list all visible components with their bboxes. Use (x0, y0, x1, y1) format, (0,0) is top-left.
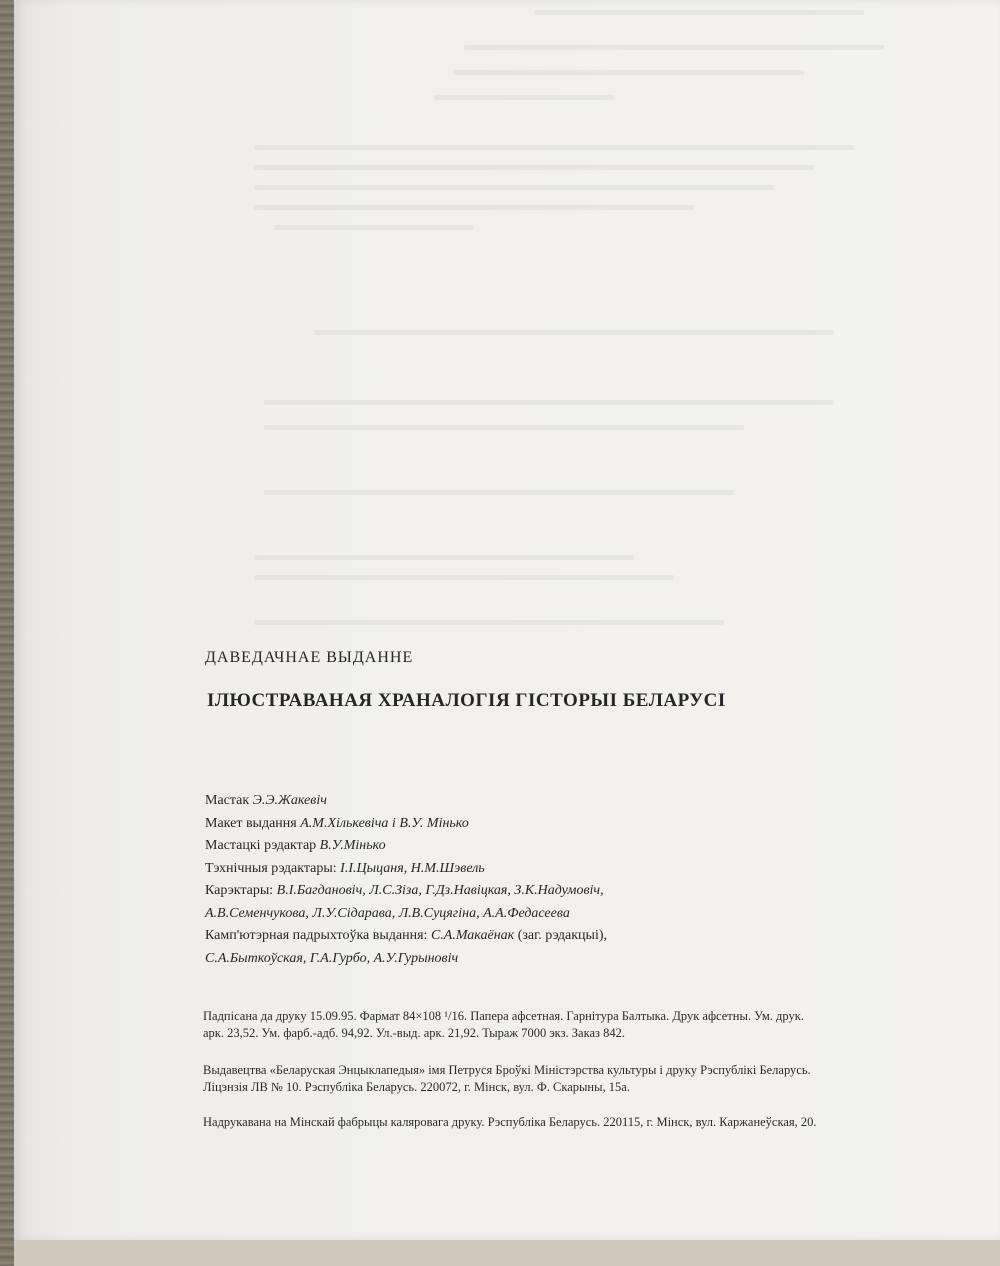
bleed-through (254, 555, 634, 560)
credit-row (205, 790, 607, 813)
credit-role: Мастацкі рэдактар (205, 838, 317, 853)
bleed-through (264, 425, 744, 430)
publisher-line: Ліцэнзія ЛВ № 10. Рэспубліка Беларусь. 220072, г. Мінск, вул. Ф. Скарыны, 15а. (203, 1080, 630, 1094)
printer-line: Надрукавана на Мінскай фабрыцы каляровага друку. Рэспубліка Беларусь. 220115, г. Мінск, вул. Каржанеўская, 20. (203, 1115, 817, 1129)
bleed-through (434, 95, 614, 100)
credit-names: С.А.Макаёнак (430, 928, 515, 943)
bleed-through (264, 490, 734, 495)
bleed-through (254, 185, 774, 190)
series-label: ДАВЕДАЧНАЕ ВЫДАННЕ (205, 649, 414, 666)
credit-row (205, 858, 607, 881)
credit-names: А.В.Семенчукова, Л.У.Сідарава, Л.В.Суцягіна, А.А.Федасеева (205, 905, 570, 921)
credit-names: А.М.Хількевіча і В.У. Мінько (300, 815, 469, 831)
bleed-through (264, 400, 834, 405)
bleed-through (254, 205, 694, 210)
credit-role: Камп'ютэрная падрыхтоўка выдання: (205, 928, 428, 943)
credit-row (205, 835, 607, 858)
credit-role: Карэктары: (205, 883, 274, 898)
credit-role: Макет выдання (205, 815, 297, 831)
publisher-details (203, 1062, 811, 1096)
bleed-through (254, 575, 674, 580)
page-bottom-edge (14, 1240, 1000, 1266)
bleed-through (254, 165, 814, 170)
credit-names: Э.Э.Жакевіч (252, 793, 327, 808)
credit-names: І.І.Цыцаня, Н.М.Шэвель (340, 860, 485, 876)
credit-names: С.А.Быткоўская, Г.А.Гурбо, А.У.Гурыновіч (205, 950, 459, 966)
bleed-through (454, 70, 804, 75)
credit-row (205, 903, 607, 926)
credits-block (205, 790, 607, 970)
credit-row (205, 925, 607, 948)
credit-names: В.У.Мінько (319, 838, 386, 853)
print-details-line: арк. 23,52. Ум. фарб.-адб. 94,92. Ул.-выд. арк. 21,92. Тыраж 7000 экз. Заказ 842. (203, 1026, 625, 1040)
book-title: ІЛЮСТРАВАНАЯ ХРАНАЛОГІЯ ГІСТОРЫІ БЕЛАРУСІ (207, 690, 726, 711)
publisher-line: Выдавецтва «Беларуская Энцыклапедыя» імя Петруся Броўкі Міністэрства культуры і друку Рэспублікі Беларусь. (203, 1063, 811, 1077)
bleed-through (534, 10, 864, 15)
credit-row (205, 813, 607, 836)
bleed-through (464, 45, 884, 50)
print-details-line: Падпісана да друку 15.09.95. Фармат 84×108 ¹/16. Папера афсетная. Гарнітура Балтыка. Друк афсетны. Ум. друк. (203, 1009, 804, 1023)
bleed-through (254, 620, 724, 625)
bleed-through (274, 225, 474, 230)
bleed-through (254, 145, 854, 150)
bleed-through (314, 330, 834, 335)
credit-role: Мастак (205, 793, 250, 808)
print-details (203, 1008, 804, 1042)
credit-row (205, 948, 607, 971)
credit-extra: (заг. рэдакцыі), (514, 928, 607, 943)
credit-row (205, 880, 607, 903)
book-page (14, 0, 1000, 1240)
credit-role: Тэхнічныя рэдактары: (205, 860, 337, 876)
credit-names: В.І.Багдановіч, Л.С.Зіза, Г.Дз.Навіцкая, З.К.Надумовіч, (276, 883, 604, 898)
printer-details (203, 1114, 817, 1131)
